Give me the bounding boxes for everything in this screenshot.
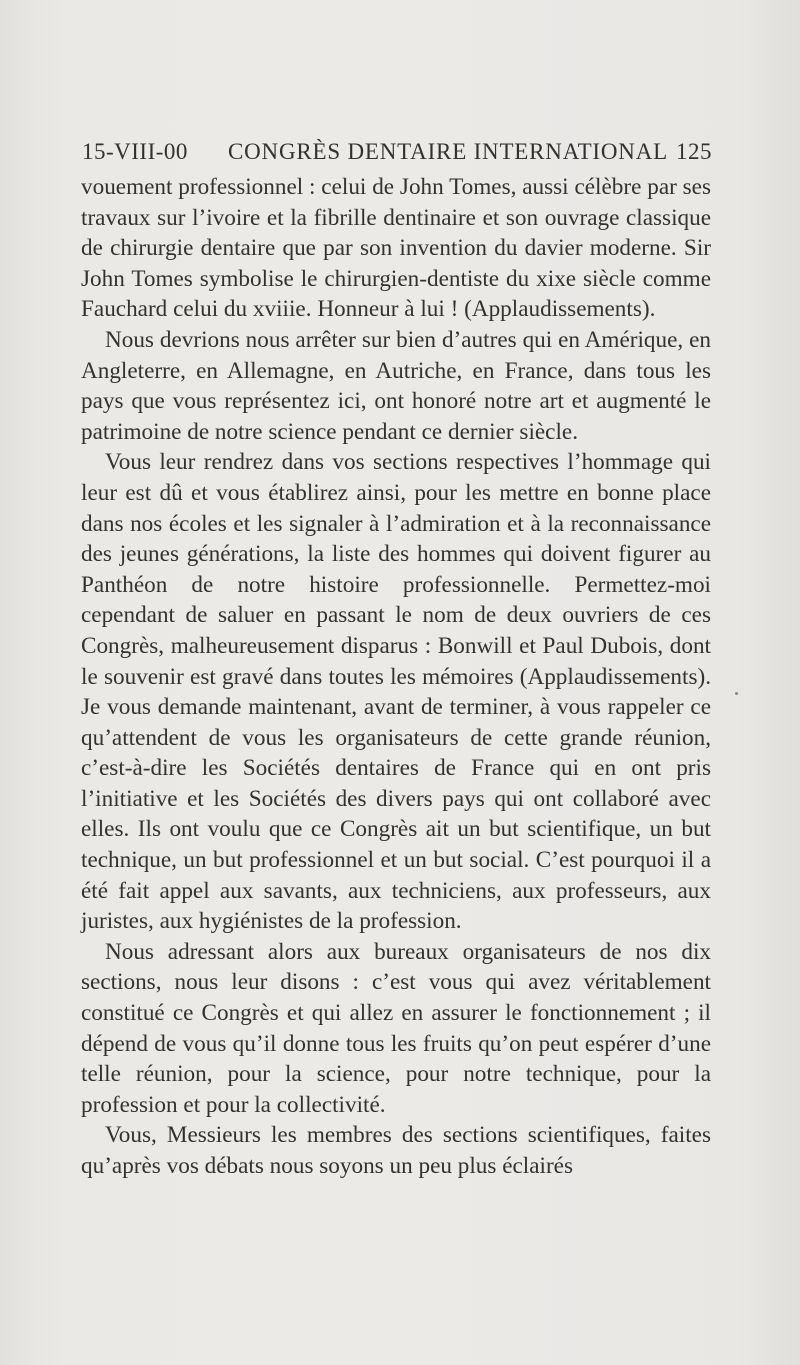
running-header	[82, 139, 712, 169]
paragraph-1: vouement professionnel : celui de John Tomes, aussi célèbre par ses travaux sur l’ivoire et la fibrille dentinaire et son ouvrage classique de chirurgie dentaire que par son invention du davier moderne. Sir John Tomes symbolise le chirurgien-dentiste du xixe siècle comme Fauchard celui du xviiie. Honneur à lui ! (Applaudissements).	[81, 174, 711, 323]
paragraph-5: Vous, Messieurs les membres des sections scientifiques, faites qu’après vos débats nous soyons un peu plus éclairés	[81, 1122, 711, 1179]
paragraph-3: Vous leur rendrez dans vos sections respectives l’hommage qui leur est dû et vous établirez ainsi, pour les mettre en bonne place dans nos écoles et les signaler à l’admiration et à la reconnaissance des jeunes générations, la liste des hommes qui doivent figurer au Panthéon de notre histoire professionnelle. Permettez-moi cependant de saluer en passant le nom de deux ouvriers de ces Congrès, malheureusement disparus : Bonwill et Paul Dubois, dont le souvenir est gravé dans toutes les mémoires (Applaudissements). Je vous demande maintenant, avant de terminer, à vous rappeler ce qu’attendent de vous les organisateurs de cette grande réunion, c’est-à-dire les Sociétés dentaires de France qui en ont pris l’initiative et les Sociétés des divers pays qui ont collaboré avec elles. Ils ont voulu que ce Congrès ait un but scientifique, un but technique, un but professionnel et un but social. C’est pourquoi il a été fait appel aux savants, aux techniciens, aux professeurs, aux juristes, aux hygiénistes de la profession.	[81, 449, 711, 935]
paragraph-2: Nous devrions nous arrêter sur bien d’autres qui en Amérique, en Angleterre, en Allemagne, en Autriche, en France, dans tous les pays que vous représentez ici, ont honoré notre art et augmenté le patrimoine de notre science pendant ce dernier siècle.	[81, 326, 711, 445]
paper-speck	[735, 692, 738, 695]
body-text	[81, 172, 711, 1182]
header-title: CONGRÈS DENTAIRE INTERNATIONAL	[228, 139, 668, 164]
header-date: 15-VIII-00	[82, 139, 188, 164]
page-number: 125	[676, 139, 712, 164]
paragraph-4: Nous adressant alors aux bureaux organisateurs de nos dix sections, nous leur disons : c’est vous qui avez véritablement constitué ce Congrès et qui allez en assurer le fonctionnement ; il dépend de vous qu’il donne tous les fruits qu’on peut espérer d’une telle réunion, pour la science, pour notre technique, pour la profession et pour la collectivité.	[81, 938, 711, 1118]
